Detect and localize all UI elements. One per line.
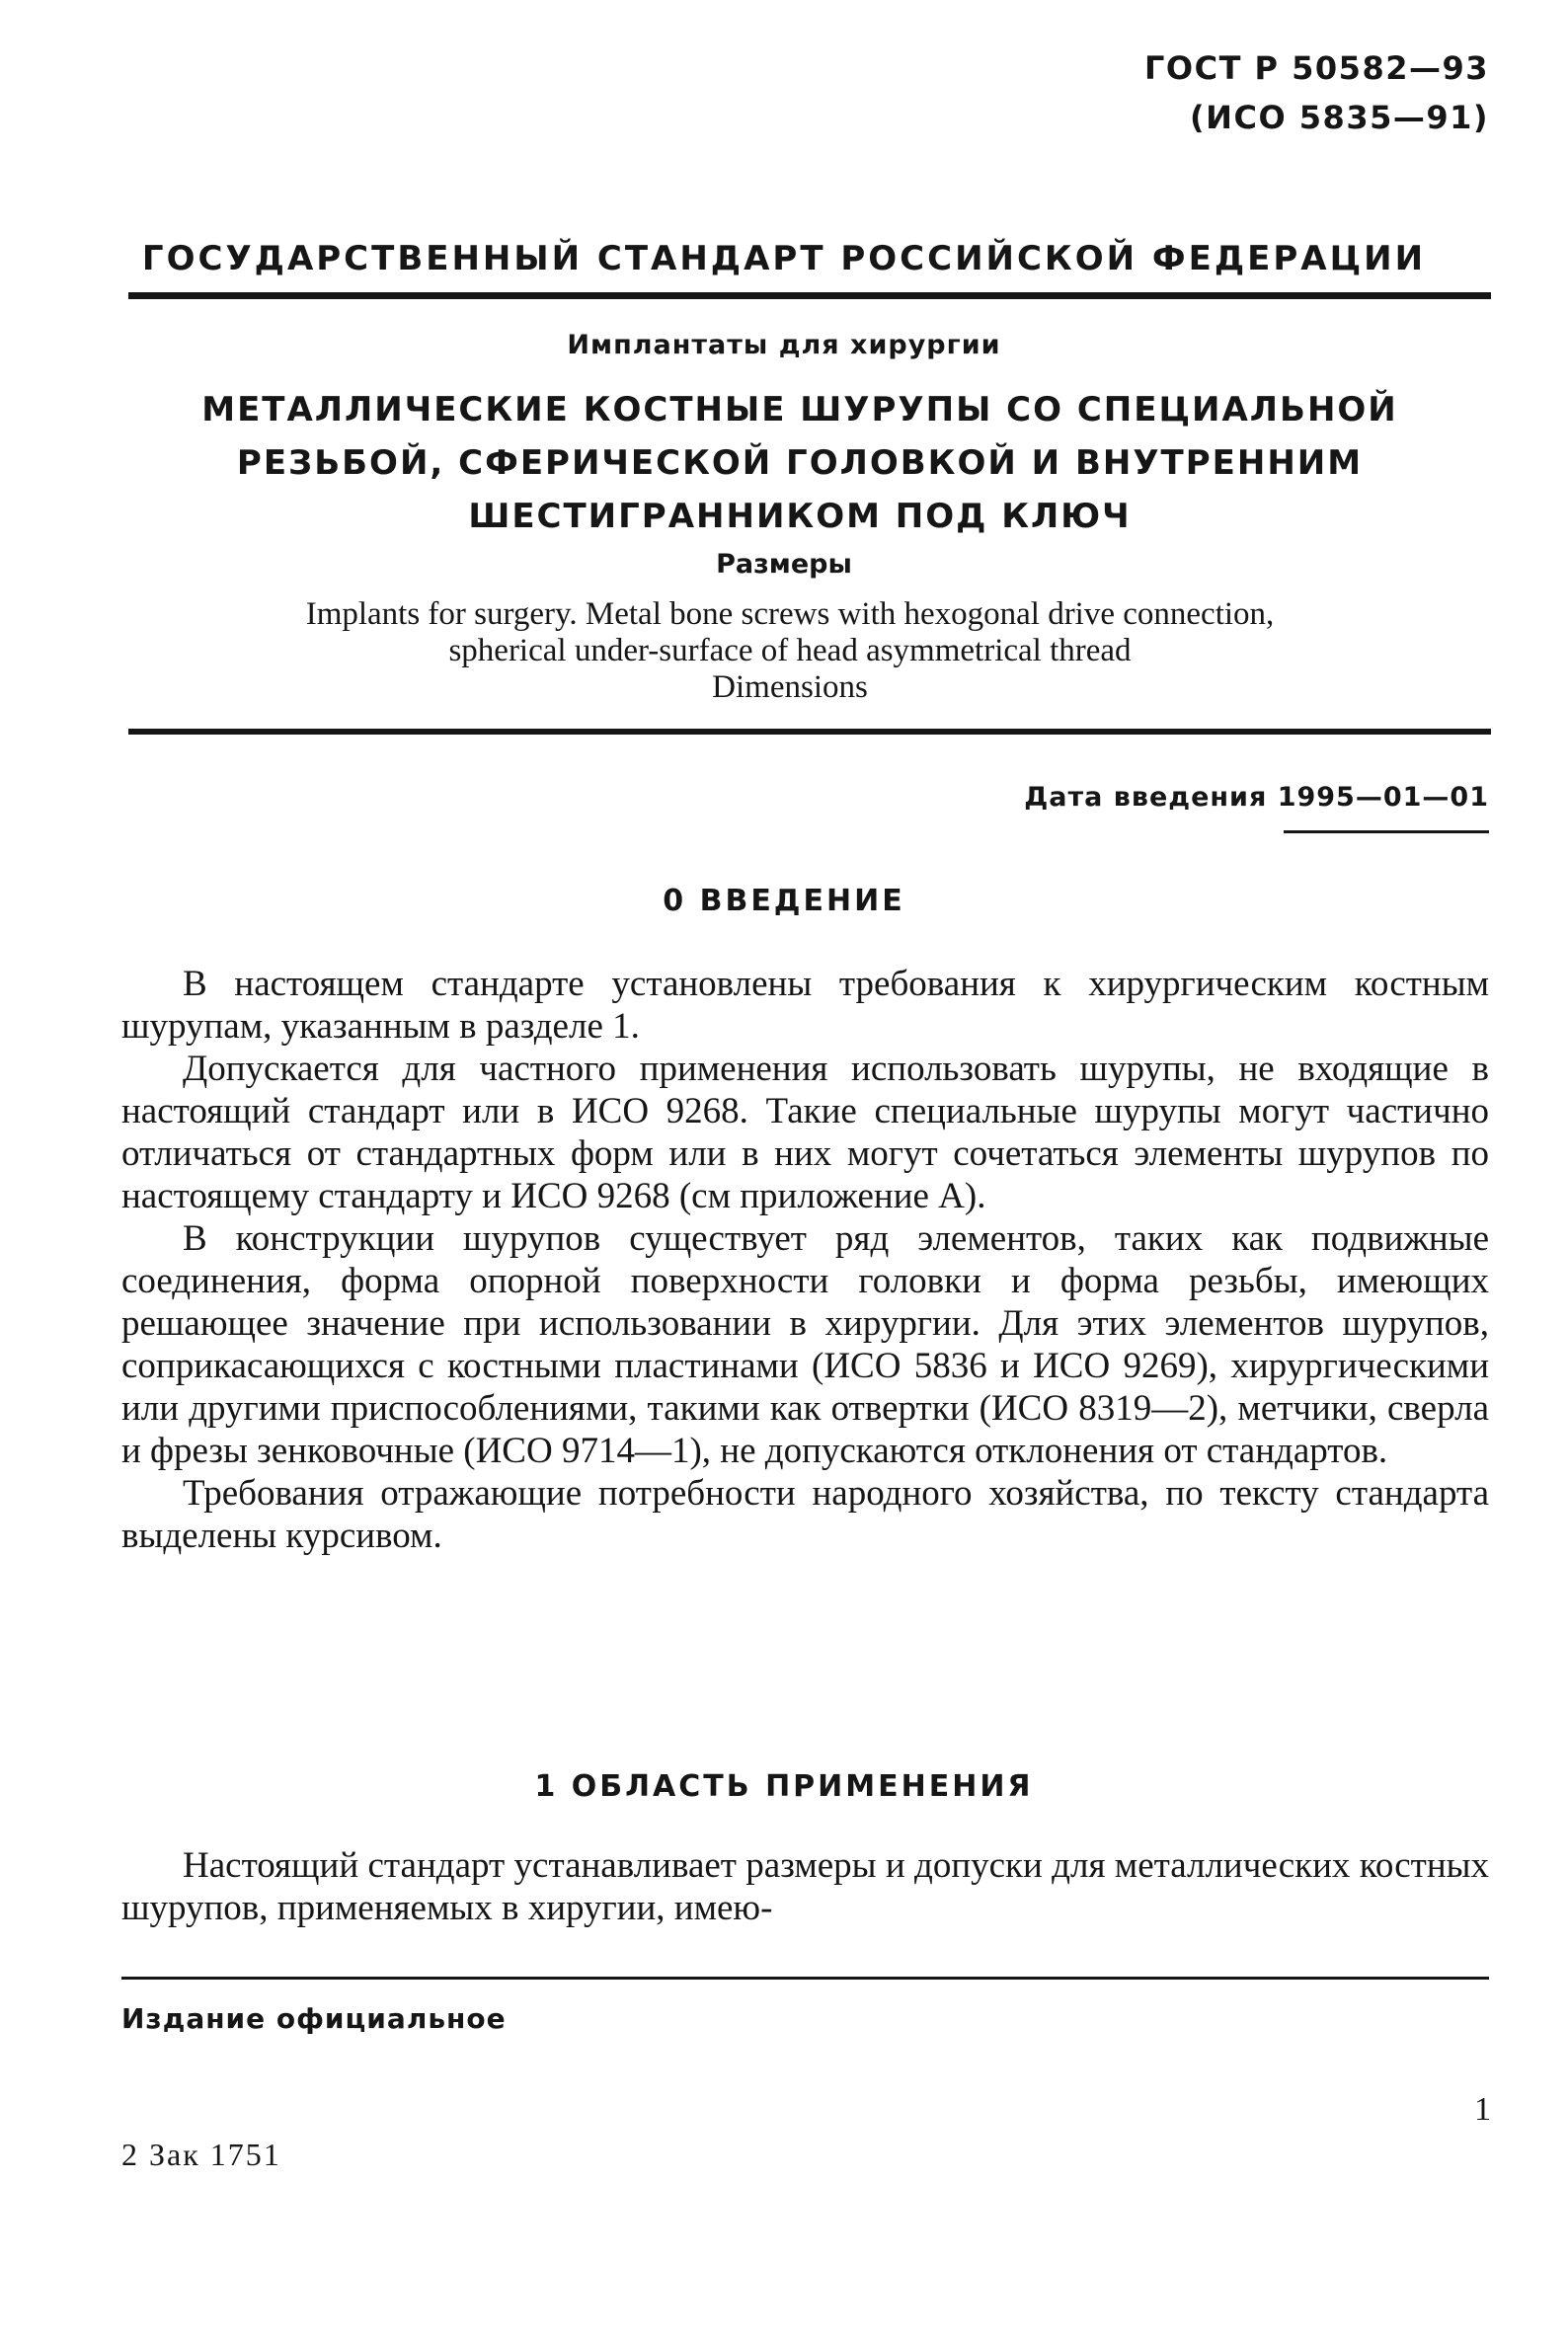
paragraph: Допускается для частного применения использовать шурупы, не входящие в настоящий стандарт или в ИСО 9268. Такие специальные шурупы могут частично отличаться от стандартных форм или в них могут сочетаться элементы шурупов по настоящему стандарту и ИСО 9268 (см приложение А). <box>121 1049 1489 1216</box>
title-en-line: spherical under-surface of head asymmetrical thread <box>448 633 1132 668</box>
document-title-en <box>118 596 1461 706</box>
paragraph: Требования отражающие потребности народного хозяйства, по тексту стандарта выделены курсивом. <box>121 1473 1489 1556</box>
footer-rule <box>121 1977 1489 1980</box>
state-standard-title: ГОСУДАРСТВЕННЫЙ СТАНДАРТ РОССИЙСКОЙ ФЕДЕРАЦИИ <box>141 239 1427 278</box>
page-number: 1 <box>1474 2091 1491 2128</box>
title-rule-bottom <box>128 729 1491 735</box>
paragraph: В конструкции шурупов существует ряд элементов, таких как подвижные соединения, форма опорной поверхности головки и форма резьбы, имеющих решающее значение при использовании в хирургии. Для этих элементов шурупов, соприкасающихся с костными пластинами (ИСО 5836 и ИСО 9269), хирургическими или другими приспособлениями, такими как отвертки (ИСО 8319—2), метчики, сверла и фрезы зенковочные (ИСО 9714—1), не допускаются отклонения от стандартов. <box>121 1218 1489 1471</box>
paragraph: В настоящем стандарте установлены требования к хирургическим костным шурупам, указанным в разделе 1. <box>121 964 1489 1047</box>
title-rule-top <box>128 292 1491 299</box>
iso-equivalent: (ИСО 5835—91) <box>1190 99 1489 136</box>
section-heading-scope: 1 ОБЛАСТЬ ПРИМЕНЕНИЯ <box>534 1769 1034 1804</box>
section-body-scope <box>121 1844 1489 1929</box>
title-en-line: Dimensions <box>712 669 868 705</box>
subject-ru: Имплантаты для хирургии <box>567 330 1001 360</box>
date-underline <box>1284 830 1489 833</box>
section-heading-introduction: 0 ВВЕДЕНИЕ <box>663 884 905 918</box>
document-title-ru: МЕТАЛЛИЧЕСКИЕ КОСТНЫЕ ШУРУПЫ СО СПЕЦИАЛЬНОЙ РЕЗЬБОЙ, СФЕРИЧЕСКОЙ ГОЛОВКОЙ И ВНУТРЕННИМ ШЕСТИГРАННИКОМ ПОД КЛЮЧ <box>201 390 1398 536</box>
introduction-date: Дата введения 1995—01—01 <box>1024 782 1489 813</box>
paragraph: Настоящий стандарт устанавливает размеры и допуски для металлических костных шурупов, применяемых в хиругии, имею- <box>121 1845 1489 1928</box>
section-body-introduction <box>121 963 1489 1557</box>
print-order-number: 2 Зак 1751 <box>121 2137 281 2172</box>
official-edition-label: Издание официальное <box>121 2002 507 2035</box>
gost-number: ГОСТ Р 50582—93 <box>1144 49 1489 87</box>
gost-designation <box>1144 43 1489 142</box>
title-en-line: Implants for surgery. Metal bone screws with hexogonal drive connection, <box>305 596 1275 632</box>
document-subtitle-ru: Размеры <box>716 549 852 580</box>
